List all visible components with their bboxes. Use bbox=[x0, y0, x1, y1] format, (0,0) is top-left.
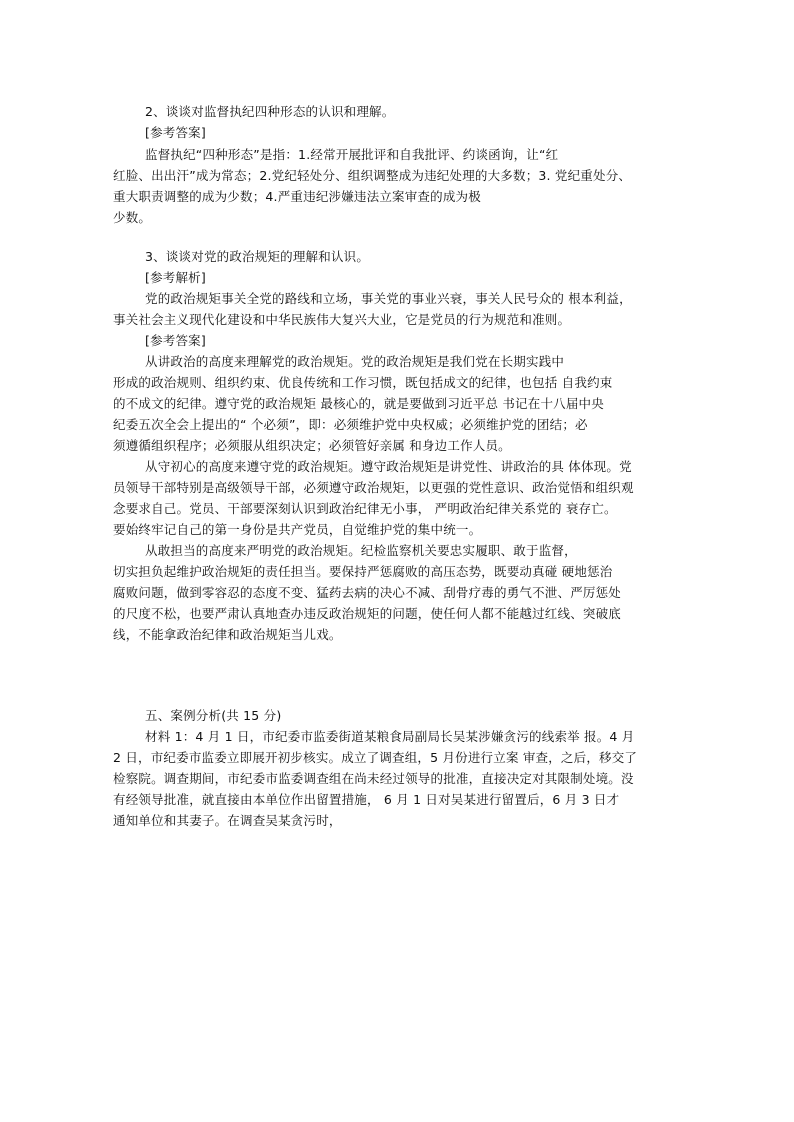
q3-answer-line: 形成的政治规则、组织约束、优良传统和工作习惯，既包括成文的纪律，也包括 自我约束 bbox=[113, 375, 613, 390]
section5-line: 有经领导批准，就直接由本单位作出留置措施， 6 月 1 日对吴某进行留置后，6 月 3 日才 bbox=[113, 792, 620, 807]
q3-answer-line: 纪委五次全会上提出的“ 个必须”，即：必须维护党中央权威；必须维护党的团结；必 bbox=[113, 417, 588, 432]
q3-answer-line: 须遵循组织程序；必须服从组织决定；必须管好亲属 和身边工作人员。 bbox=[113, 438, 511, 453]
q3-answer-line: 从敢担当的高度来严明党的政治规矩。纪检监察机关要忠实履职、敢于监督， bbox=[145, 543, 577, 558]
q3-analysis-label: [参考解析] bbox=[145, 270, 206, 285]
q2-answer-line: 红脸、出出汗”成为常态；2.党纪轻处分、组织调整成为违纪处理的大多数；3. 党纪重处分、 bbox=[113, 168, 632, 183]
q3-answer-line: 要始终牢记自己的第一身份是共产党员，自觉维护党的集中统一。 bbox=[113, 522, 482, 537]
q3-title: 3、谈谈对党的政治规矩的理解和认识。 bbox=[145, 249, 370, 264]
section5-line: 2 日，市纪委市监委立即展开初步核实。成立了调查组，5 月份进行立案 审查，之后，移交了 bbox=[113, 750, 638, 765]
q3-answer-line: 员领导干部特别是高级领导干部，必须遵守政治规矩，以更强的党性意识、政治觉悟和组织观 bbox=[113, 480, 634, 495]
q3-analysis-line: 党的政治规矩事关全党的路线和立场，事关党的事业兴衰，事关人民号众的 根本利益， bbox=[145, 291, 632, 306]
q3-answer-line: 的尺度不松，也要严肃认真地查办违反政治规矩的问题，使任何人都不能越过红线、突破底 bbox=[113, 606, 622, 621]
q2-answer-line: 监督执纪“四种形态”是指：1.经常开展批评和自我批评、约谈函询，让“红 bbox=[145, 147, 559, 162]
q3-analysis-line: 事关社会主义现代化建设和中华民族伟大复兴大业，它是党员的行为规范和准则。 bbox=[113, 312, 571, 327]
q2-answer-label: [参考答案] bbox=[145, 125, 206, 140]
q3-answer-line: 念要求自己。党员、干部要深刻认识到政治纪律无小事， 严明政治纪律关系党的 衰存亡。 bbox=[113, 501, 617, 516]
q3-answer-label: [参考答案] bbox=[145, 333, 206, 348]
section5-line: 材料 1：4 月 1 日，市纪委市监委街道某粮食局副局长吴某涉嫌贪污的线索举 报。4 月 bbox=[145, 729, 635, 744]
section5-title: 五、案例分析(共 15 分) bbox=[145, 708, 282, 723]
section5-line: 通知单位和其妻子。在调查吴某贪污时， bbox=[113, 813, 342, 828]
q3-answer-line: 切实担负起维护政治规矩的责任担当。要保持严惩腐败的高压态势，既要动真碰 硬地惩治 bbox=[113, 564, 613, 579]
q2-answer-line: 重大职责调整的成为少数；4.严重违纪涉嫌违法立案审查的成为极 bbox=[113, 189, 481, 204]
section5-line: 检察院。调查期间，市纪委市监委调查组在尚未经过领导的批准，直接决定对其限制处境。没 bbox=[113, 771, 634, 786]
q2-answer-line: 少数。 bbox=[113, 210, 152, 225]
q3-answer-line: 从讲政治的高度来理解党的政治规矩。党的政治规矩是我们党在长期实践中 bbox=[145, 354, 565, 369]
q3-answer-line: 从守初心的高度来遵守党的政治规矩。遵守政治规矩是讲党性、讲政治的具 体体现。党 bbox=[145, 459, 632, 474]
q3-answer-line: 线，不能拿政治纪律和政治规矩当儿戏。 bbox=[113, 627, 342, 642]
q3-answer-line: 的不成文的纪律。遵守党的政治规矩 最核心的，就是要做到习近平总 书记在十八届中央 bbox=[113, 396, 604, 411]
q2-title: 2、谈谈对监督执纪四种形态的认识和理解。 bbox=[145, 104, 395, 119]
q3-answer-line: 腐败问题，做到零容忍的态度不变、猛药去病的决心不减、刮骨疗毒的勇气不泄、严厉惩处 bbox=[113, 585, 622, 600]
